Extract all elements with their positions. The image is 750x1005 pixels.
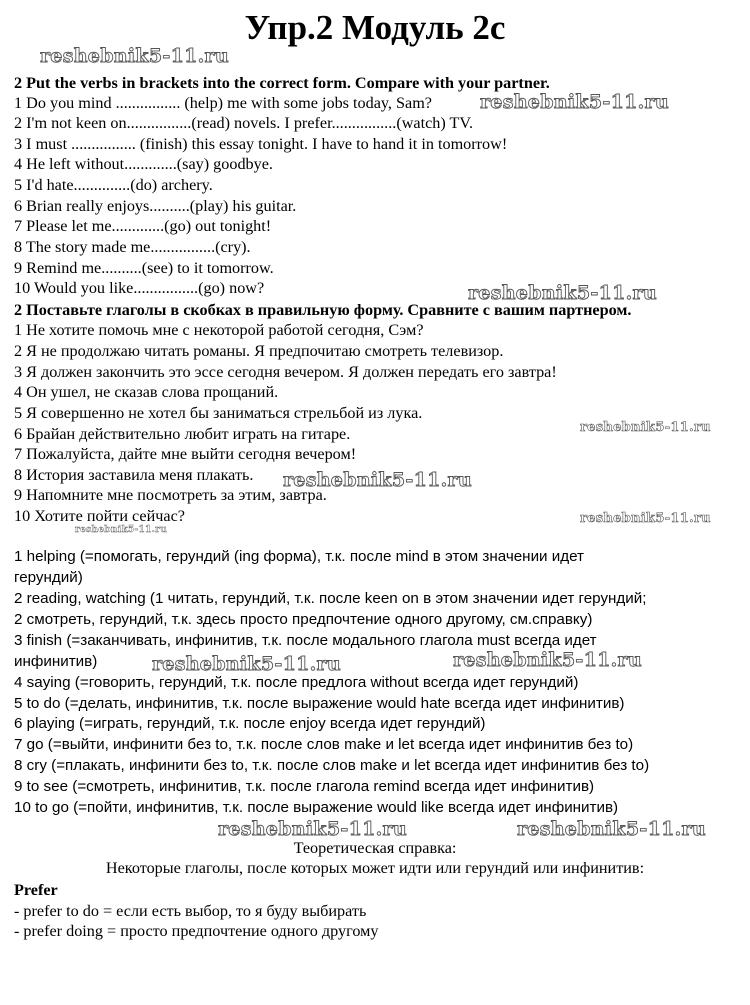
exercise-en-item: 10 Would you like................(go) now? (14, 279, 265, 297)
answer-line: 4 saying (=говорить, герундий, т.к. после предлога without всегда идет герундий) (14, 674, 579, 691)
watermark: reshebnik5-11.ru (152, 653, 341, 675)
exercise-ru-item: 3 Я должен закончить это эссе сегодня вечером. Я должен передать его завтра! (14, 363, 557, 381)
watermark: reshebnik5-11.ru (580, 511, 711, 526)
answer-line: 2 reading, watching (1 читать, герундий, т.к. после keen on в этом значении идет герундий; (14, 590, 647, 607)
answer-line: 7 go (=выйти, инфинити без to, т.к. после слов make и let всегда идет инфинитив без to) (14, 736, 634, 753)
reference-title: Теоретическая справка: (293, 839, 457, 857)
reference-verb: Prefer (14, 881, 58, 899)
watermark: reshebnik5-11.ru (453, 649, 642, 671)
exercise-ru-item: 6 Брайан действительно любит играть на гитаре. (14, 425, 351, 443)
exercise-en-item: 8 The story made me................(cry). (14, 238, 251, 256)
watermark: reshebnik5-11.ru (517, 818, 706, 840)
exercise-en-item: 9 Remind me..........(see) to it tomorrow. (14, 259, 274, 277)
exercise-en-item: 5 I'd hate..............(do) archery. (14, 176, 213, 194)
exercise-en-item: 3 I must ................ (finish) this essay tonight. I have to hand it in tomorrow! (14, 135, 508, 153)
answer-line: 1 helping (=помогать, герундий (ing форма), т.к. после mind в этом значении идет (14, 548, 584, 565)
page-title: Упр.2 Модуль 2с (244, 8, 506, 47)
answer-line: 3 finish (=заканчивать, инфинитив, т.к. после модального глагола must всегда идет (14, 632, 597, 649)
answer-line: 2 смотреть, герундий, т.к. здесь просто предпочтение одного другому, см.справку) (14, 611, 593, 628)
exercise-en-item: 2 I'm not keen on................(read) novels. I prefer................(watch) TV. (14, 114, 474, 132)
watermark: reshebnik5-11.ru (218, 818, 407, 840)
answer-line: герундий) (14, 569, 83, 586)
exercise-en-item: 1 Do you mind ................ (help) me with some jobs today, Sam? (14, 94, 432, 112)
exercise-ru-item: 1 Не хотите помочь мне с некоторой работой сегодня, Сэм? (14, 321, 424, 339)
watermark: reshebnik5-11.ru (75, 525, 168, 535)
exercise-ru-item: 2 Я не продолжаю читать романы. Я предпочитаю смотреть телевизор. (14, 342, 504, 360)
answer-line: 6 playing (=играть, герундий, т.к. после enjoy всегда идет герундий) (14, 715, 486, 732)
answer-line: 9 to see (=смотреть, инфинитив, т.к. после глагола remind всегда идет инфинитив) (14, 778, 595, 795)
exercise-ru-item: 4 Он ушел, не сказав слова прощаний. (14, 383, 279, 401)
watermark: reshebnik5-11.ru (480, 91, 669, 113)
reference-line: - prefer to do = если есть выбор, то я буду выбирать (14, 902, 367, 920)
reference-line: - prefer doing = просто предпочтение одного другому (14, 922, 379, 940)
exercise-ru-item: 5 Я совершенно не хотел бы заниматься стрельбой из лука. (14, 404, 423, 422)
watermark: reshebnik5-11.ru (40, 45, 229, 67)
watermark: reshebnik5-11.ru (283, 469, 472, 491)
exercise-en-item: 7 Please let me.............(go) out tonight! (14, 217, 272, 235)
watermark: reshebnik5-11.ru (580, 420, 711, 435)
reference-intro: Некоторые глаголы, после которых может идти или герундий или инфинитив: (105, 859, 645, 877)
exercise-en-item: 4 He left without.............(say) goodbye. (14, 155, 273, 173)
exercise-ru-item: 8 История заставила меня плакать. (14, 466, 254, 484)
exercise-ru-item: 9 Напомните мне посмотреть за этим, завтра. (14, 486, 327, 504)
answer-line: инфинитив) (14, 653, 98, 670)
exercise-en-heading: 2 Put the verbs in brackets into the correct form. Compare with your partner. (14, 74, 550, 92)
exercise-ru-heading: 2 Поставьте глаголы в скобках в правильную форму. Сравните с вашим партнером. (14, 301, 632, 319)
exercise-en-item: 6 Brian really enjoys..........(play) his guitar. (14, 197, 297, 215)
answer-line: 8 cry (=плакать, инфинити без to, т.к. после слов make и let всегда идет инфинитив без to) (14, 757, 650, 774)
exercise-ru-item: 7 Пожалуйста, дайте мне выйти сегодня вечером! (14, 445, 357, 463)
exercise-ru-item: 10 Хотите пойти сейчас? (14, 507, 185, 525)
watermark: reshebnik5-11.ru (468, 282, 657, 304)
answer-line: 5 to do (=делать, инфинитив, т.к. после выражение would hate всегда идет инфинитив) (14, 695, 625, 712)
answer-line: 10 to go (=пойти, инфинитив, т.к. после выражение would like всегда идет инфинитив) (14, 799, 619, 816)
